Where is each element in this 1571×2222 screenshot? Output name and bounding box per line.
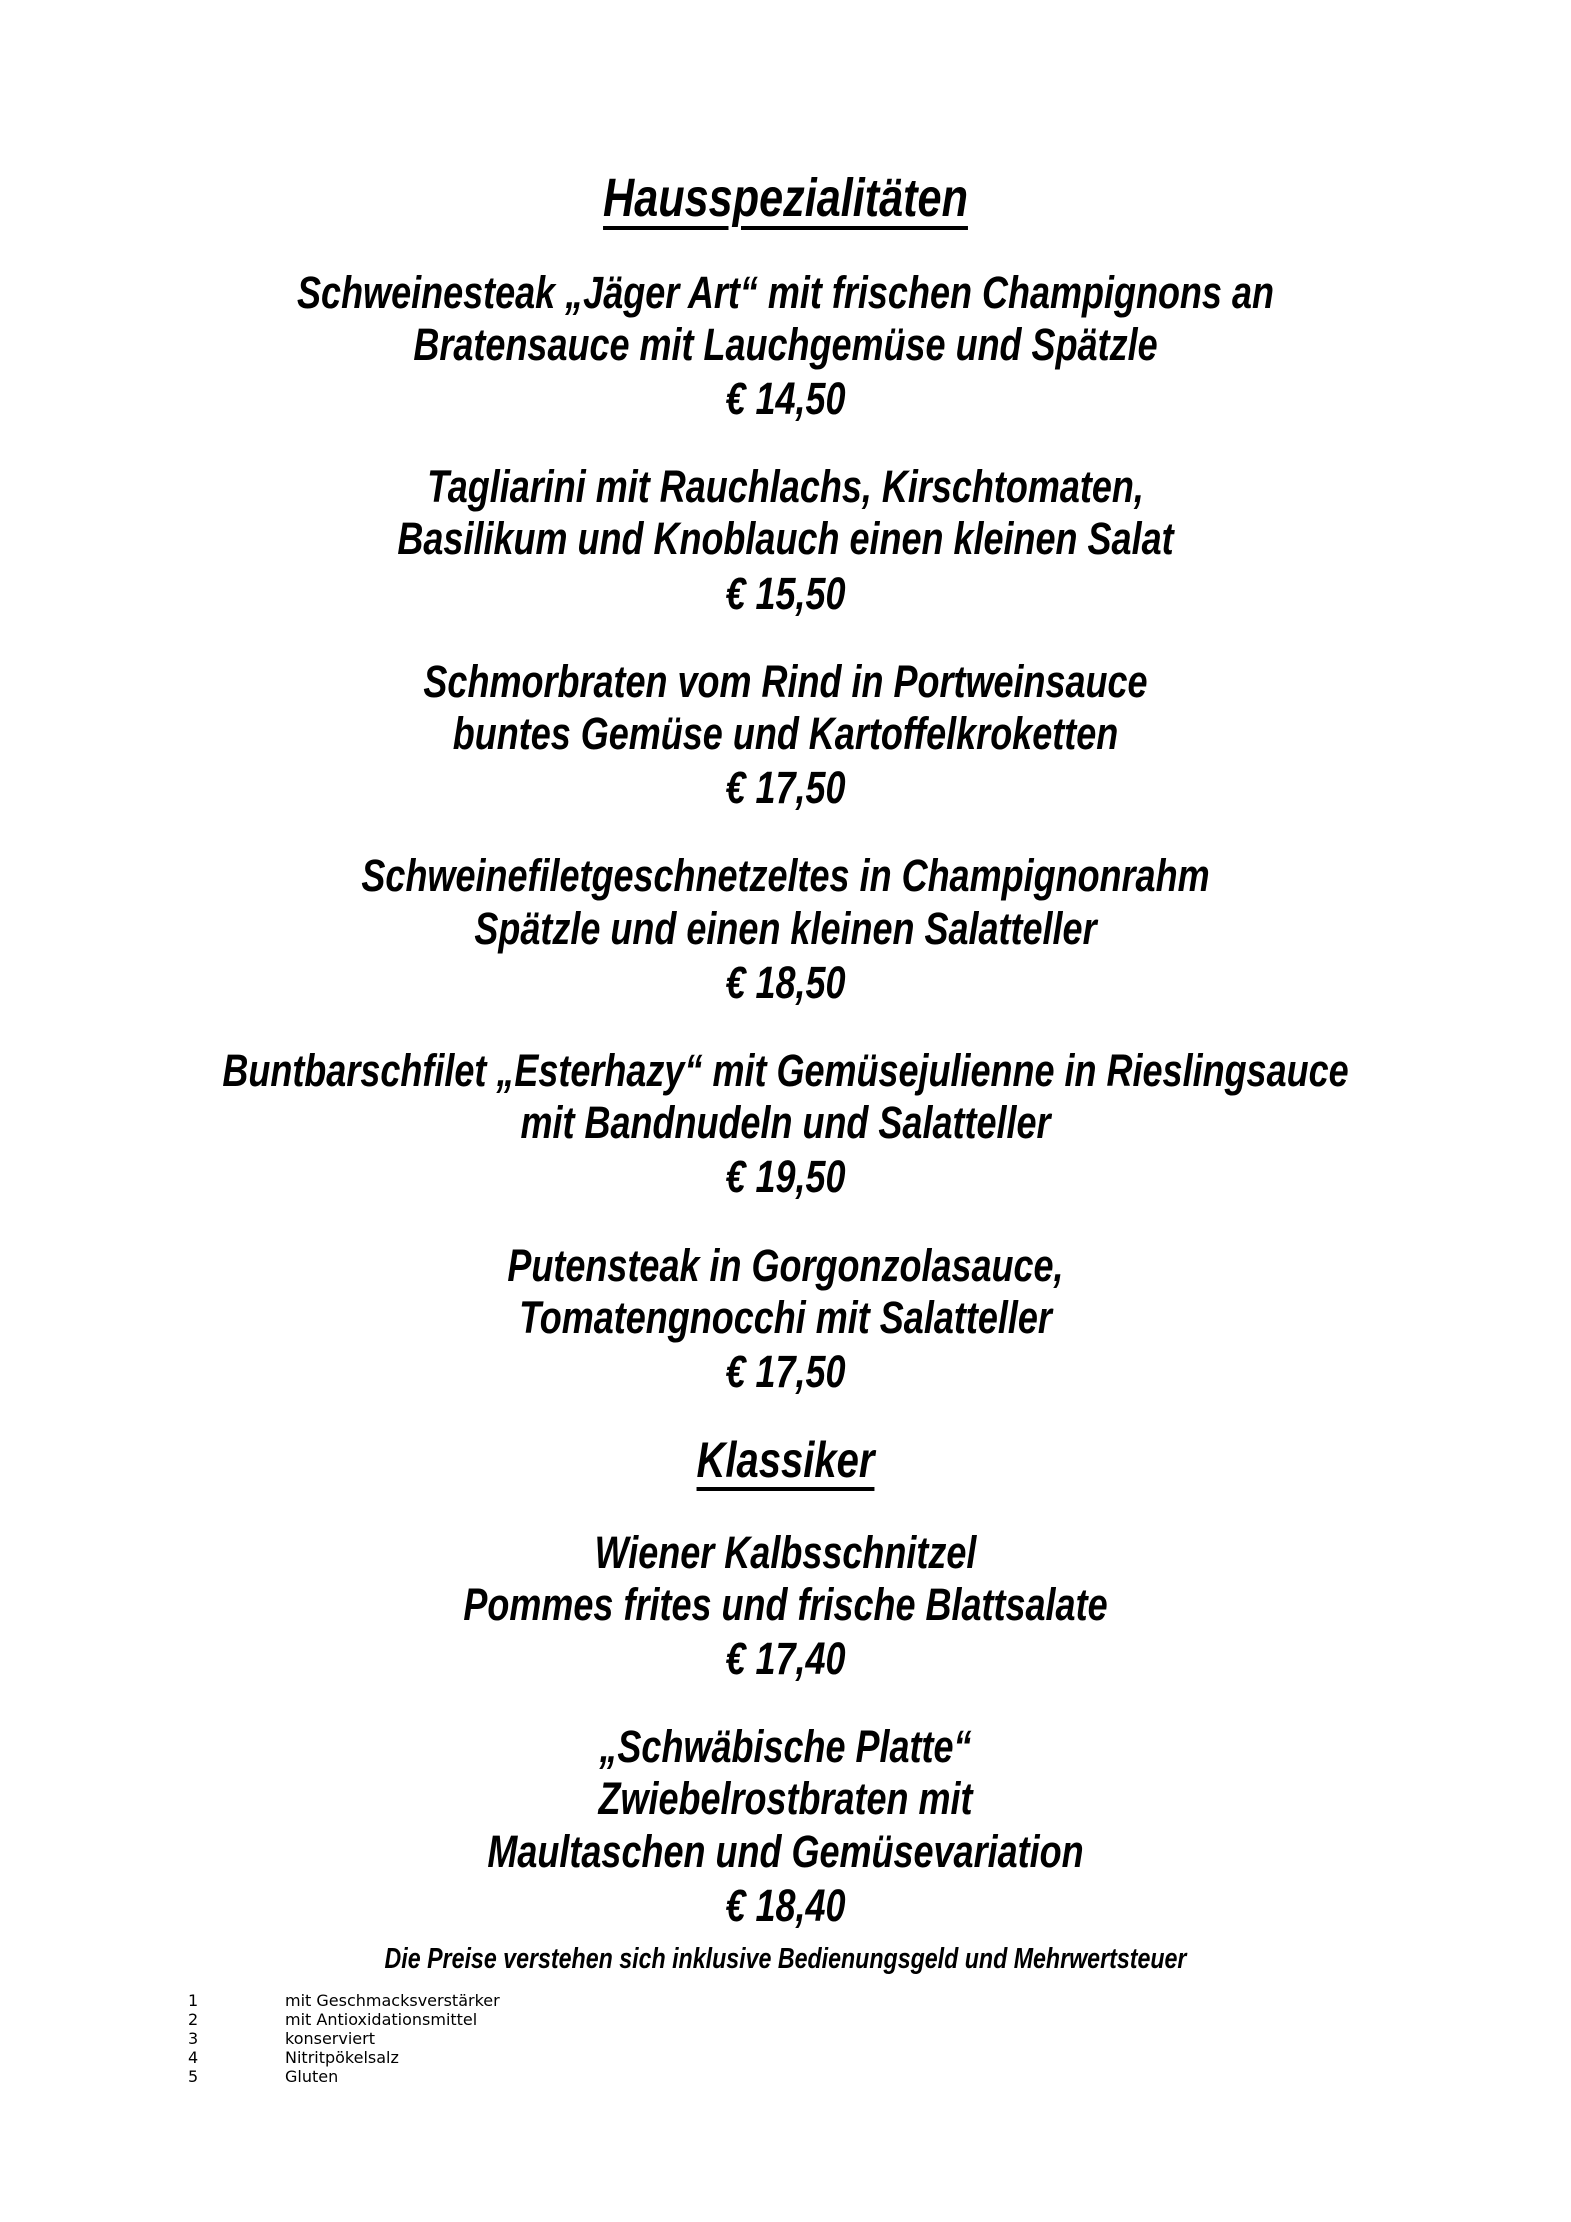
- footnote-label: Gluten: [285, 2066, 339, 2086]
- item-price: € 17,40: [725, 1632, 846, 1684]
- item-line: Schweinesteak „Jäger Art“ mit frischen Champignons an: [297, 266, 1274, 318]
- section-hausspezialitaeten: [0, 267, 1571, 1398]
- item-line: „Schwäbische Platte“: [599, 1721, 972, 1773]
- section-title-klassiker: Klassiker: [696, 1432, 875, 1489]
- item-price: € 18,40: [725, 1879, 846, 1931]
- item-price: € 18,50: [725, 956, 846, 1008]
- item-line: Putensteak in Gorgonzolasauce,: [507, 1239, 1064, 1291]
- footnote-row: [0, 2029, 1571, 2048]
- footnote-label: mit Geschmacksverstärker: [285, 1990, 500, 2010]
- footnote-label: konserviert: [285, 2028, 375, 2048]
- item-price: € 14,50: [725, 373, 846, 425]
- item-price: € 17,50: [725, 762, 846, 814]
- menu-item: [0, 1045, 1571, 1204]
- footnote-row: [0, 1991, 1571, 2010]
- footnote-label: mit Antioxidationsmittel: [285, 2009, 478, 2029]
- item-line: mit Bandnudeln und Salatteller: [520, 1097, 1051, 1149]
- item-line: Tomatengnocchi mit Salatteller: [519, 1291, 1052, 1343]
- menu-item: [0, 656, 1571, 815]
- item-line: Buntbarschfilet „Esterhazy“ mit Gemüsejulienne in Rieslingsauce: [222, 1044, 1349, 1096]
- item-line: Maultaschen und Gemüsevariation: [487, 1825, 1084, 1877]
- footnote-number: 4: [188, 2047, 199, 2067]
- footnote-number: 1: [188, 1990, 199, 2010]
- item-line: Zwiebelrostbraten mit: [598, 1773, 973, 1825]
- menu-item: [0, 1527, 1571, 1686]
- section-klassiker: [0, 1527, 1571, 1932]
- footnotes: [0, 1991, 1571, 2086]
- item-line: Pommes frites und frische Blattsalate: [463, 1578, 1108, 1630]
- item-line: Schweinefiletgeschnetzeltes in Champignonrahm: [361, 850, 1210, 902]
- footnote-number: 5: [188, 2066, 199, 2086]
- item-line: Tagliarini mit Rauchlachs, Kirschtomaten,: [427, 461, 1144, 513]
- menu-item: [0, 1240, 1571, 1399]
- footnote-label: Nitritpökelsalz: [285, 2047, 399, 2067]
- footnote-row: [0, 2048, 1571, 2067]
- footnote-row: [0, 2010, 1571, 2029]
- menu-item: [0, 267, 1571, 426]
- price-note: Die Preise verstehen sich inklusive Bedienungsgeld und Mehrwertsteuer: [384, 1942, 1187, 1975]
- item-line: Bratensauce mit Lauchgemüse und Spätzle: [413, 318, 1158, 370]
- item-line: Schmorbraten vom Rind in Portweinsauce: [423, 655, 1148, 707]
- item-line: Wiener Kalbsschnitzel: [594, 1526, 977, 1578]
- footnote-number: 2: [188, 2009, 199, 2029]
- menu-item: [0, 1721, 1571, 1932]
- item-line: buntes Gemüse und Kartoffelkroketten: [452, 708, 1119, 759]
- menu-item: [0, 850, 1571, 1009]
- item-price: € 15,50: [725, 567, 846, 619]
- item-price: € 19,50: [725, 1151, 846, 1203]
- item-line: Basilikum und Knoblauch einen kleinen Salat: [397, 513, 1174, 565]
- section-title-hausspezialitaeten: Hausspezialitäten: [603, 168, 968, 228]
- footnote-row: [0, 2067, 1571, 2086]
- menu-item: [0, 461, 1571, 620]
- item-price: € 17,50: [725, 1345, 846, 1397]
- item-line: Spätzle und einen kleinen Salatteller: [474, 902, 1097, 954]
- footnote-number: 3: [188, 2028, 199, 2048]
